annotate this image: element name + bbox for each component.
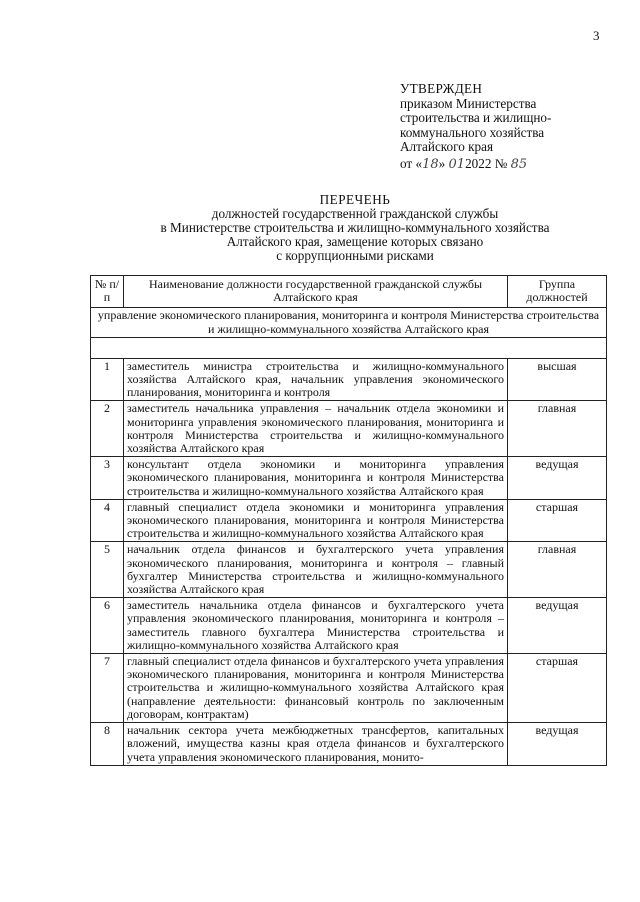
table-row: [91, 598, 607, 654]
heading-line: Алтайского края, замещение которых связано: [226, 234, 484, 249]
row-num: 6: [91, 598, 124, 654]
approval-line: коммунального хозяйства: [400, 124, 545, 140]
row-group: старшая: [508, 654, 607, 723]
handwritten-month: 01: [448, 156, 466, 172]
positions-table: [90, 275, 607, 766]
row-group: ведущая: [508, 598, 607, 654]
heading-line: с коррупционными рисками: [276, 248, 434, 263]
row-position: заместитель начальника управления – начальник отдела экономики и мониторинга управления экономического планирования, мониторинга и контроля Министерства строительства и жилищно-коммунального хозяйства Алтайского края: [124, 401, 508, 457]
approval-stamp: [400, 82, 551, 173]
spacer-row: [91, 337, 607, 358]
table-row: [91, 358, 607, 401]
row-position: начальник сектора учета межбюджетных трансфертов, капитальных вложений, имущества казны края отдела финансов и бухгалтерского учета управления экономического планирования, монито-: [124, 723, 508, 766]
row-num: 7: [91, 654, 124, 723]
row-group: главная: [508, 401, 607, 457]
date-prefix: от «: [400, 155, 423, 171]
approval-line: Алтайского края: [400, 139, 494, 155]
header-group: Группа должностей: [508, 276, 607, 308]
table-row: [91, 401, 607, 457]
document-heading: [95, 193, 615, 263]
heading-line: в Министерстве строительства и жилищно-коммунального хозяйства: [160, 220, 550, 235]
row-position: заместитель министра строительства и жилищно-коммунального хозяйства Алтайского края, начальник управления экономического планирования, мониторинга и контроля: [124, 358, 508, 401]
header-num: № п/п: [91, 276, 124, 308]
row-num: 8: [91, 723, 124, 766]
table-row: [91, 654, 607, 723]
row-position: начальник отдела финансов и бухгалтерского учета управления экономического планирования, мониторинга и контроля – главный бухгалтер Министерства строительства и жилищно-коммунального хозяйства Алтайского края: [124, 542, 508, 598]
row-position: консультант отдела экономики и мониторинга управления экономического планирования, мониторинга и контроля Министерства строительства и жилищно-коммунального хозяйства Алтайского края: [124, 457, 508, 500]
row-num: 4: [91, 499, 124, 542]
row-num: 1: [91, 358, 124, 401]
approval-date-line: [400, 157, 551, 173]
approval-title: УТВЕРЖДЕН: [400, 81, 483, 96]
row-group: ведущая: [508, 723, 607, 766]
date-year: 2022 №: [465, 155, 508, 171]
heading-title: ПЕРЕЧЕНЬ: [319, 192, 391, 207]
page-number: 3: [593, 28, 600, 43]
row-position: заместитель начальника отдела финансов и бухгалтерского учета управления экономического планирования, мониторинга и контроля – заместитель главного бухгалтера Министерства строительства и жилищно-коммунального хозяйства Алтайского края: [124, 598, 508, 654]
date-mid: »: [438, 155, 449, 171]
table-row: [91, 499, 607, 542]
row-group: высшая: [508, 358, 607, 401]
header-name: Наименование должности государственной гражданской службы Алтайского края: [124, 276, 508, 308]
row-position: главный специалист отдела экономики и мониторинга управления экономического планирования, мониторинга и контроля Министерства строительства и жилищно-коммунального хозяйства Алтайского края: [124, 499, 508, 542]
handwritten-order-number: 85: [510, 156, 528, 172]
approval-line: приказом Министерства: [400, 95, 537, 111]
row-group: главная: [508, 542, 607, 598]
table-row: [91, 457, 607, 500]
table-header-row: [91, 276, 607, 308]
row-group: старшая: [508, 499, 607, 542]
row-position: главный специалист отдела финансов и бухгалтерского учета управления экономического планирования, мониторинга и контроля Министерства строительства и жилищно-коммунального хозяйства Алтайского края (направление деятельности: финансовый контроль по заключенным договорам, контрактам): [124, 654, 508, 723]
approval-line: строительства и жилищно-: [400, 110, 552, 126]
table-row: [91, 723, 607, 766]
row-num: 2: [91, 401, 124, 457]
section-row: [91, 308, 607, 337]
heading-line: должностей государственной гражданской службы: [211, 206, 499, 221]
section-title: управление экономического планирования, мониторинга и контроля Министерства строительства и жилищно-коммунального хозяйства Алтайского края: [91, 308, 607, 337]
row-num: 3: [91, 457, 124, 500]
handwritten-day: 18: [422, 156, 439, 172]
table-row: [91, 542, 607, 598]
row-group: ведущая: [508, 457, 607, 500]
row-num: 5: [91, 542, 124, 598]
